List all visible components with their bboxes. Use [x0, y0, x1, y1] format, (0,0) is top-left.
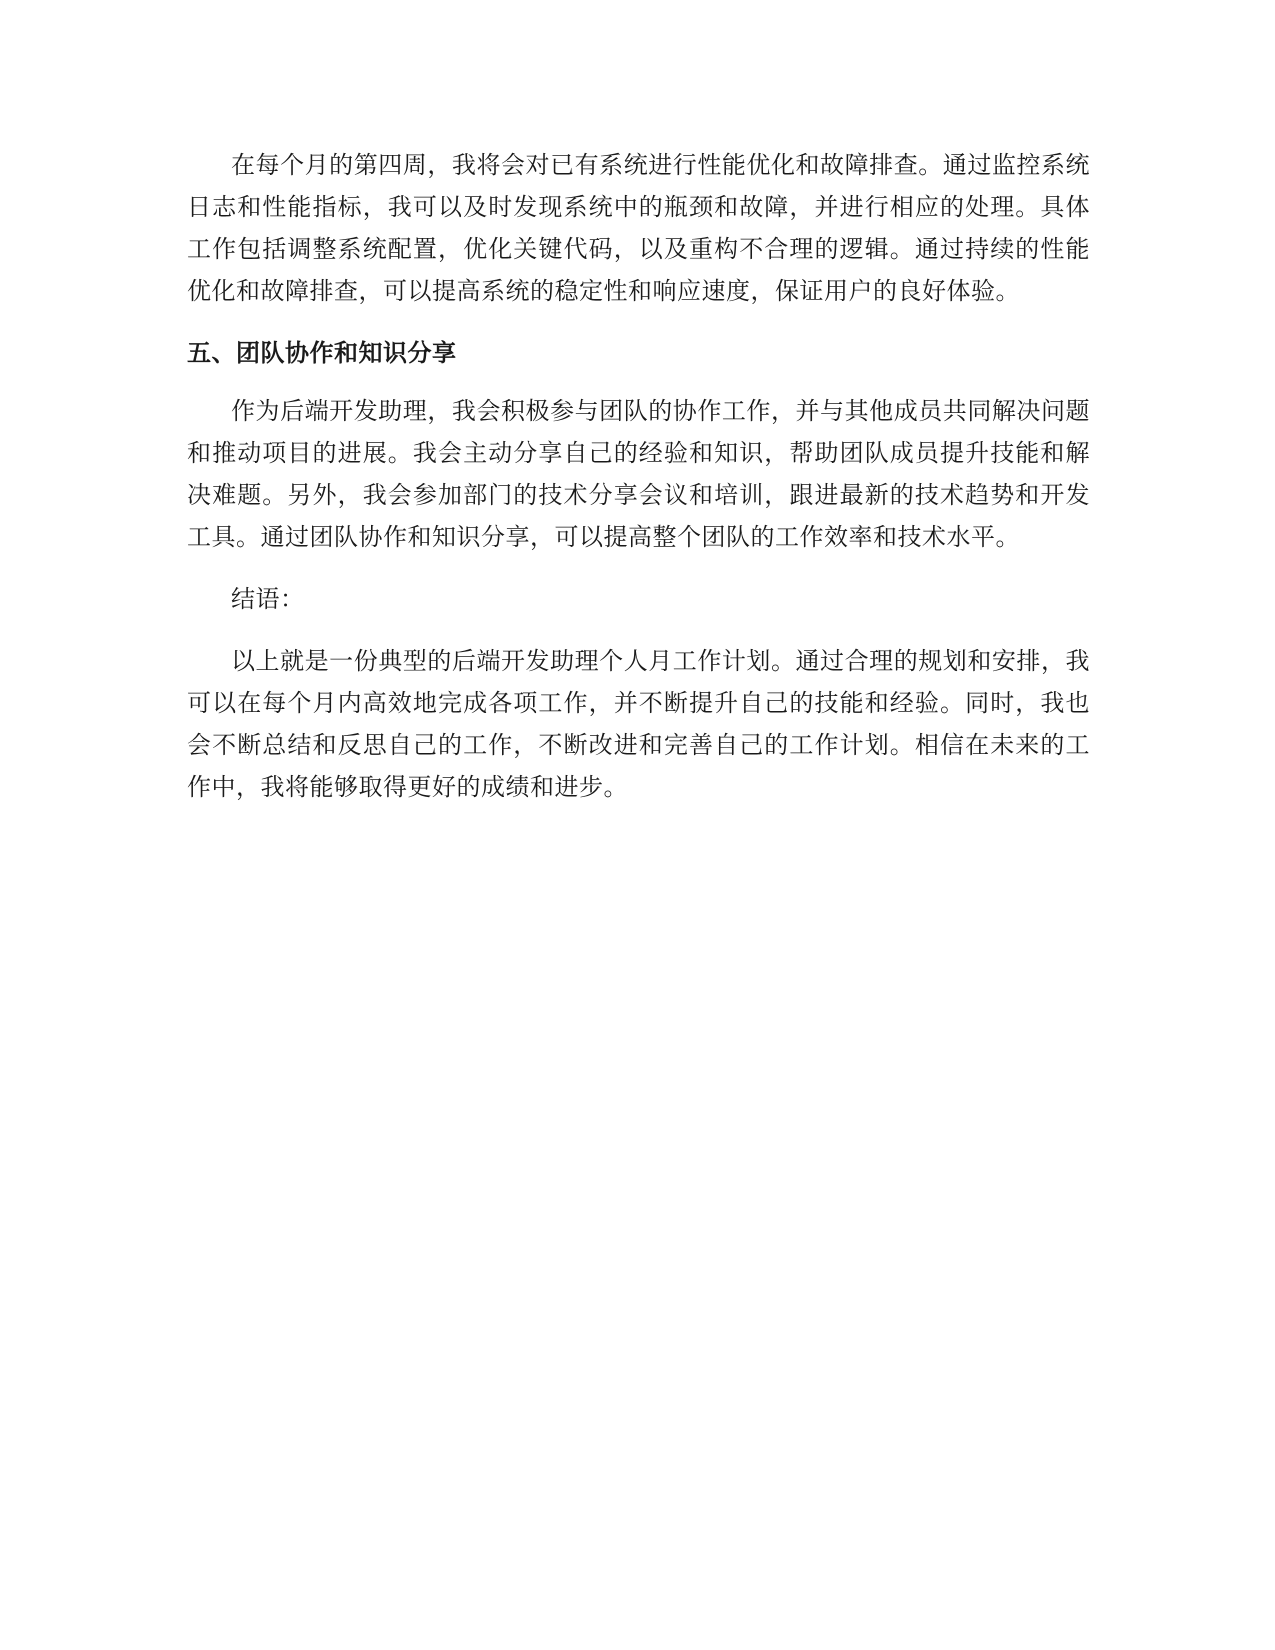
section-heading-teamwork: 五、团队协作和知识分享 — [187, 339, 457, 367]
paragraph-week4-optimization: 在每个月的第四周，我将会对已有系统进行性能优化和故障排查。通过监控系统日志和性能指标，我可以及时发现系统中的瓶颈和故障，并进行相应的处理。具体工作包括调整系统配置，优化关键代码，以及重构不合理的逻辑。通过持续的性能优化和故障排查，可以提高系统的稳定性和响应速度，保证用户的良好体验。 — [187, 151, 1090, 305]
paragraph-teamwork: 作为后端开发助理，我会积极参与团队的协作工作，并与其他成员共同解决问题和推动项目的进展。我会主动分享自己的经验和知识，帮助团队成员提升技能和解决难题。另外，我会参加部门的技术分享会议和培训，跟进最新的技术趋势和开发工具。通过团队协作和知识分享，可以提高整个团队的工作效率和技术水平。 — [187, 397, 1090, 551]
paragraph-conclusion: 以上就是一份典型的后端开发助理个人月工作计划。通过合理的规划和安排，我可以在每个月内高效地完成各项工作，并不断提升自己的技能和经验。同时，我也会不断总结和反思自己的工作，不断改进和完善自己的工作计划。相信在未来的工作中，我将能够取得更好的成绩和进步。 — [187, 647, 1090, 801]
document-body — [187, 144, 1090, 828]
conclusion-label: 结语： — [231, 585, 305, 613]
